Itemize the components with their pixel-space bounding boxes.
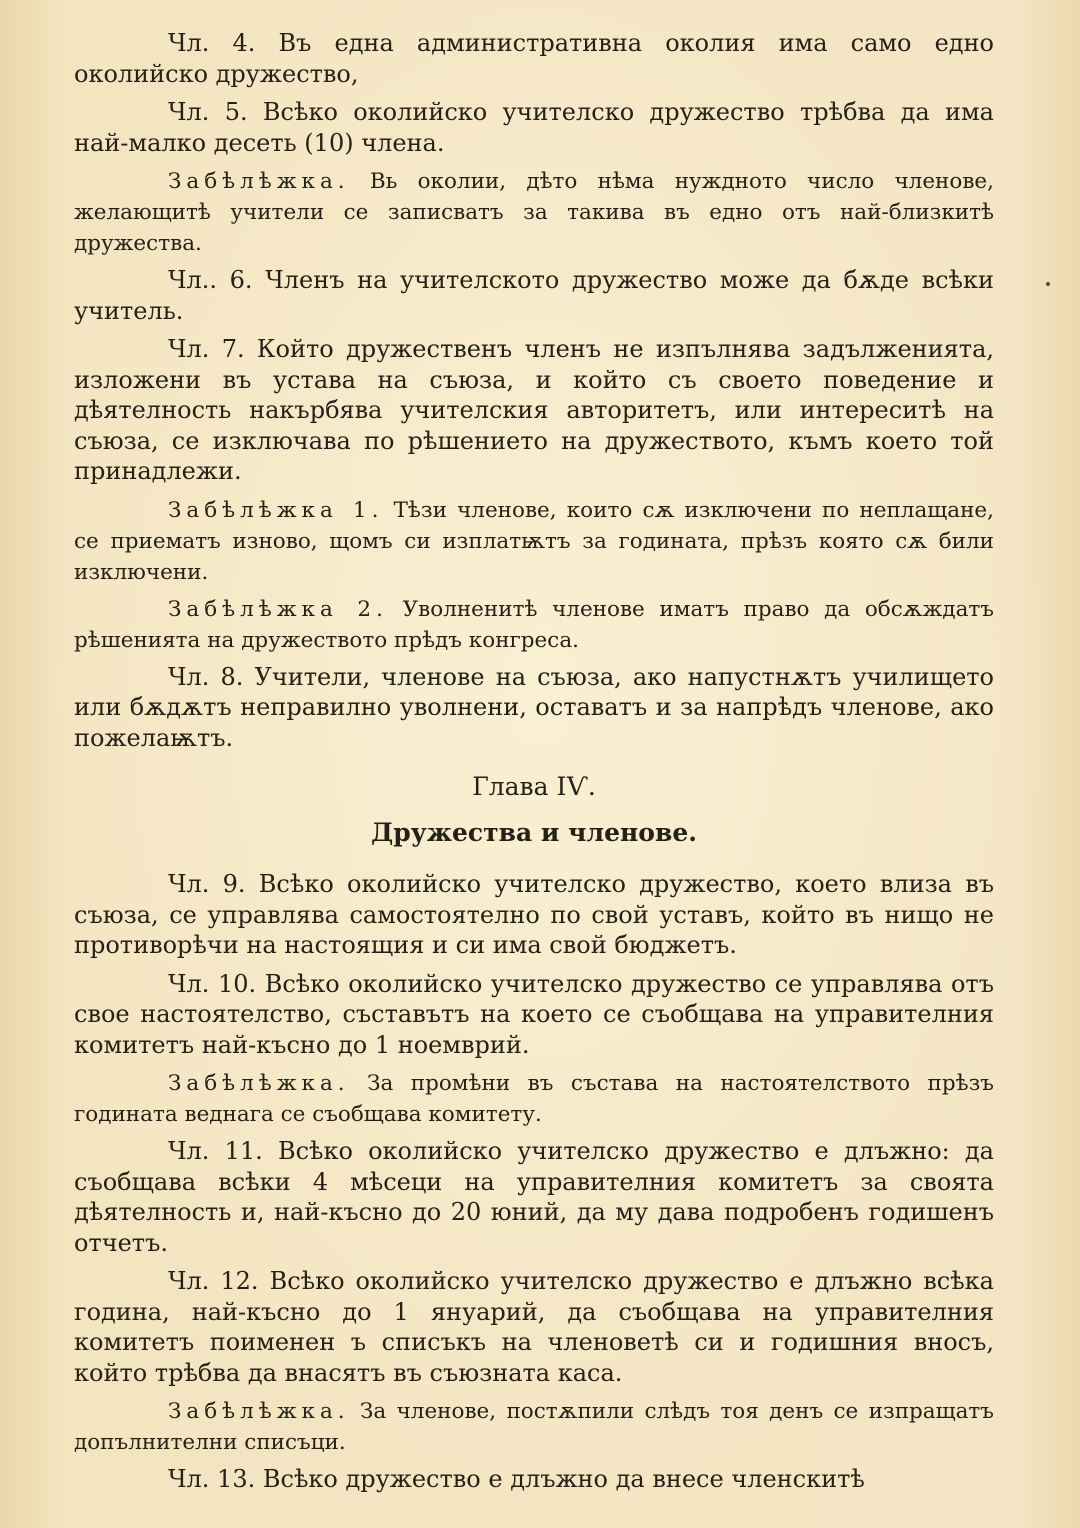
article-text: Всѣко околийско учителско дружество се управлява отъ свое настоятелство, съставътъ на което се съобщава на управителния комитетъ най-късно до 1 ноемврий. xyxy=(74,969,994,1059)
article-11 xyxy=(74,1136,994,1258)
article-label: Чл. 8. xyxy=(168,662,244,691)
article-6 xyxy=(74,265,994,326)
note-article-5 xyxy=(74,166,994,259)
note-label: Забѣлѣжка 2. xyxy=(168,596,388,622)
article-text: Всѣко околийско учителско дружество е длъжно: да съобщава всѣки 4 мѣсеци на управителния комитетъ за своята дѣятелность и, най-късно до 20 юний, да му дава подробенъ годишенъ отчетъ. xyxy=(74,1137,994,1257)
note-label: Забѣлѣжка 1. xyxy=(168,497,384,523)
note-text: Уволненитѣ членове иматъ право да обсѫждатъ рѣшенията на дружеството прѣдъ конгреса. xyxy=(74,596,994,653)
note-text: За членове, постѫпили слѣдъ тоя денъ се изпращатъ допълнителни списъци. xyxy=(74,1399,994,1455)
article-label: Чл. 13. xyxy=(168,1465,256,1493)
ink-speck xyxy=(1046,282,1050,286)
article-label: Чл. 11. xyxy=(168,1137,263,1165)
article-label: Чл. 5. xyxy=(168,98,248,126)
article-7 xyxy=(74,334,994,487)
article-text: Въ една административна околия има само едно околийско дружество, xyxy=(74,29,995,88)
note-text: За промѣни въ състава на настоятелството прѣзъ годината веднага се съобщава комитету. xyxy=(74,1071,994,1127)
article-9 xyxy=(74,869,994,961)
note-text: Вь околии, дѣто нѣма нуждното число членове, желающитѣ учители се записватъ за такива въ едно отъ най-близкитѣ дружества. xyxy=(74,169,994,256)
article-12 xyxy=(74,1266,994,1388)
article-label: Чл. 9. xyxy=(168,870,246,898)
article-text: Всѣко дружество е длъжно да внесе членскитѣ xyxy=(262,1465,865,1493)
article-5 xyxy=(74,97,994,158)
article-text: Учители, членове на съюза, ако напустнѫтъ училището или бѫдѫтъ неправилно уволнени, оставатъ и за напрѣдъ членове, ако пожелаѭтъ. xyxy=(74,662,995,752)
article-8 xyxy=(74,662,994,754)
article-label: Чл. 10. xyxy=(168,969,257,998)
article-label: Чл.. 6. xyxy=(168,266,253,294)
section-title: Дружества и членове. xyxy=(371,818,697,847)
note-label: Забѣлѣжка. xyxy=(168,1399,350,1424)
article-13 xyxy=(74,1464,994,1495)
article-10 xyxy=(74,969,994,1061)
note-text: Тѣзи членове, които сѫ изключени по неплащане, се приематъ изново, щомъ си изплатѭтъ за годината, прѣзъ която сѫ били изключени. xyxy=(74,497,994,585)
article-label: Чл. 7. xyxy=(168,335,245,363)
note-2-article-7 xyxy=(74,594,994,656)
article-4 xyxy=(74,28,994,89)
article-text: Членъ на учителското дружество може да бѫде всѣки учитель. xyxy=(74,266,995,325)
note-label: Забѣлѣжка. xyxy=(168,169,350,194)
article-label: Чл. 4. xyxy=(168,29,256,57)
note-article-12 xyxy=(74,1396,994,1458)
chapter-title: Глава IѴ. xyxy=(472,772,596,801)
article-text: Всѣко околийско учителско дружество е длъжно всѣка година, най-късно до 1 януарий, да съобщава на управителния комитетъ поименен ъ списъкъ на членоветѣ си и годишния вносъ, който трѣбва да внасятъ въ съюзната каса. xyxy=(74,1267,994,1387)
article-text: Всѣко околийско учителско дружество трѣбва да има най-малко десеть (10) члена. xyxy=(74,98,994,157)
note-label: Забѣлѣжка. xyxy=(168,1071,350,1096)
article-text: Всѣко околийско учителско дружество, което влиза въ съюза, се управлява самостоятелно по свой уставъ, който въ нищо не противорѣчи на настоящия и си има свой бюджетъ. xyxy=(74,870,994,959)
article-label: Чл. 12. xyxy=(168,1267,259,1295)
note-1-article-7 xyxy=(74,495,994,588)
article-text: Който дружественъ членъ не изпълнява задълженията, изложени въ устава на съюза, и който съ своето поведение и дѣятелность накърбява учителския авторитетъ, или интереситѣ на съюза, се изключава по рѣшението на дружеството, къмъ което той принадлежи. xyxy=(74,335,995,485)
note-article-10 xyxy=(74,1068,994,1130)
